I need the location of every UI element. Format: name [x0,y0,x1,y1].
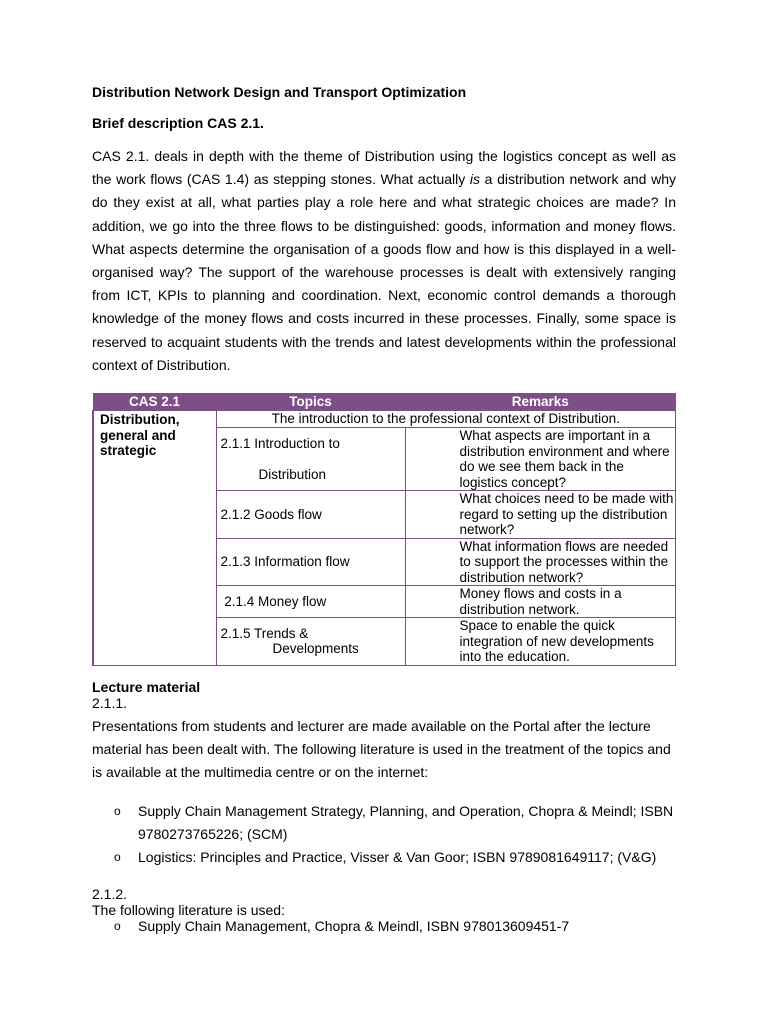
list-item-text: Supply Chain Management, Chopra & Meindl, ISBN 978013609451-7 [138,918,570,934]
topic-cell: 2.1.4 Money flow [216,586,405,618]
topic-cell: 2.1.2 Goods flow [216,491,405,539]
remark-cell: What choices need to be made with regard to setting up the distribution network? [405,491,676,539]
remark-cell: Money flows and costs in a distribution network. [405,586,676,618]
section-number-1: 2.1.1. [92,695,128,711]
table-header-row [93,394,676,411]
topic-cell: 2.1.3 Information flow [216,538,405,586]
lecture-paragraph [92,715,676,784]
section-number-2-block [92,886,676,918]
category-cell: Distribution, general and strategic [93,411,216,666]
description-part2: a distribution network and why do they exist at all, what parties play a role here and what strategic choices are made? In addition, we go into the three flows to be distinguished: goods, information and money flows. What aspects determine the organisation of a goods flow and how is this displayed in a well-organised way? The support of the warehouse processes is dealt with extensively ranging from ICT, KPIs to planning and coordination. Next, economic control demands a thorough knowledge of the money flows and costs incurred in these processes. Finally, some space is reserved to acquaint students with the trends and latest developments within the professional context of Distribution. [92,171,676,373]
topic-text-cont: Distribution [258,466,327,482]
topic-cell [216,428,405,491]
list-item [92,846,676,869]
description-paragraph [92,145,676,377]
topic-text: 2.1.1 Introduction to [220,435,340,451]
document-title: Distribution Network Design and Transport Optimization [92,84,467,100]
literature-intro: The following literature is used: [92,902,285,918]
list-item [92,918,676,934]
topic-text: 2.1.5 Trends & [220,625,309,641]
literature-list-1 [92,800,676,869]
list-item-text: Logistics: Principles and Practice, Visser & Van Goor; ISBN 9789081649117; (V&G) [138,849,657,865]
description-part1: CAS 2.1. deals in depth with the theme of Distribution using the logistics concept as well as the work flows (CAS 1.4) as stepping stones. What actually [92,148,676,188]
lecture-text: Presentations from students and lecturer are made available on the Portal after the lecture material has been dealt with. The following literature is used in the treatment of the topics and is available at the multimedia centre or on the internet: [92,718,671,780]
header-cas: CAS 2.1 [93,394,216,411]
list-item [92,800,676,846]
list-item-text: Supply Chain Management Strategy, Planning, and Operation, Chopra & Meindl; ISBN 9780273765226; (SCM) [138,803,674,842]
cas-table [92,393,676,666]
literature-list-2 [92,918,676,934]
table-row-intro [93,411,676,428]
description-emphasis: is [469,171,481,188]
topic-cell [216,618,405,666]
section-subtitle: Brief description CAS 2.1. [92,115,264,131]
header-topics: Topics [216,394,405,411]
lecture-material-heading: Lecture material [92,679,201,695]
section-number-2: 2.1.2. [92,886,128,902]
bullet-icon: o [114,850,121,864]
bullet-icon: o [114,919,121,933]
remark-cell: What aspects are important in a distribution environment and where do we see them back in the logistics concept? [405,428,676,491]
intro-cell: The introduction to the professional context of Distribution. [216,411,676,428]
header-remarks: Remarks [405,394,676,411]
topic-text-cont: Developments [272,641,359,657]
remark-cell: Space to enable the quick integration of new developments into the education. [405,618,676,666]
remark-cell: What information flows are needed to support the processes within the distribution network? [405,538,676,586]
bullet-icon: o [114,804,121,818]
